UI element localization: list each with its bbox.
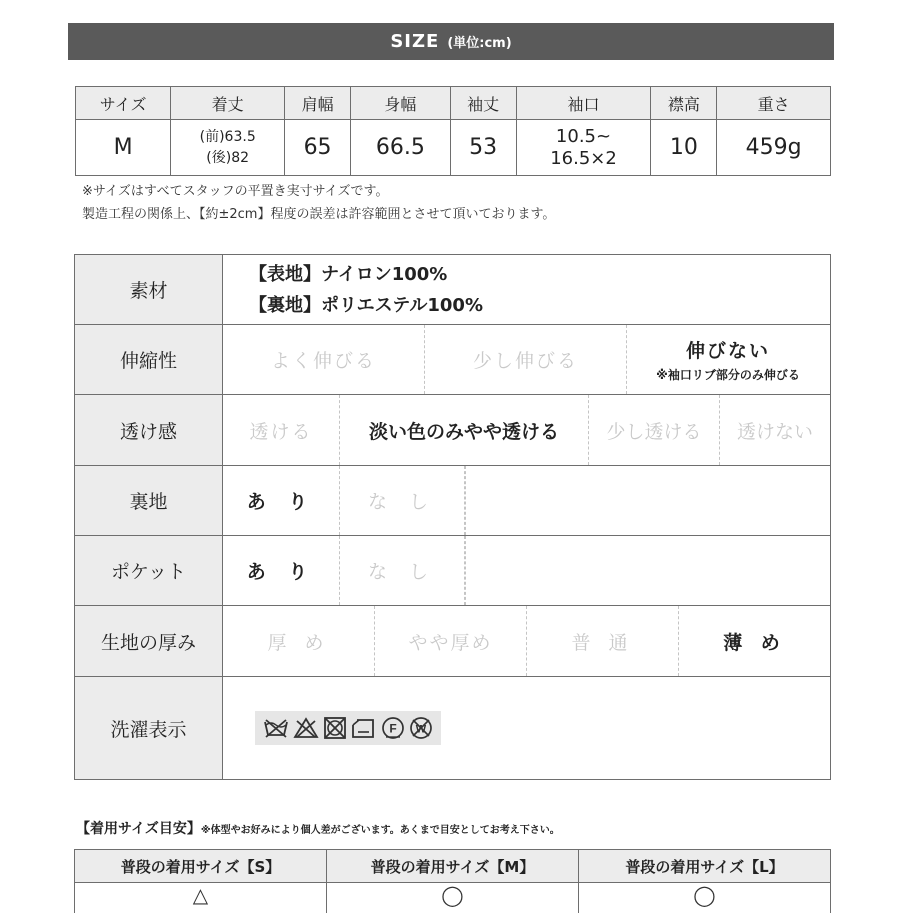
thickness-option-thin: 薄 め bbox=[679, 606, 830, 676]
header-sleeve: 袖丈 bbox=[450, 87, 516, 120]
pocket-option-yes: あ り bbox=[223, 536, 340, 605]
fit-guide-table bbox=[74, 849, 831, 913]
fit-header-row bbox=[75, 850, 831, 883]
fit-guide-note: ※体型やお好みにより個人差がございます。あくまで目安としてお考え下さい。 bbox=[201, 825, 560, 836]
stretch-option-high: よく伸びる bbox=[223, 325, 425, 394]
no-bleach-icon bbox=[293, 717, 319, 739]
row-stretch bbox=[75, 325, 831, 395]
care-symbols bbox=[255, 711, 441, 745]
material-lining: 【裏地】ポリエステル100% bbox=[249, 290, 830, 321]
banner-title: SIZE bbox=[390, 31, 439, 52]
fit-header-m: 普段の着用サイズ【M】 bbox=[327, 850, 579, 883]
sheer-option-slight: 少し透ける bbox=[589, 395, 720, 465]
sheer-option-none: 透けない bbox=[720, 395, 830, 465]
fit-guide-title bbox=[76, 818, 560, 838]
sheer-option-see-through: 透ける bbox=[223, 395, 340, 465]
cell-size: M bbox=[76, 120, 171, 176]
cuff-line-2: 16.5×2 bbox=[517, 148, 651, 170]
material-outer: 【表地】ナイロン100% bbox=[249, 259, 830, 290]
header-weight: 重さ bbox=[717, 87, 831, 120]
fit-header-s: 普段の着用サイズ【S】 bbox=[75, 850, 327, 883]
label-thickness: 生地の厚み bbox=[75, 606, 223, 677]
header-cuff: 袖口 bbox=[516, 87, 651, 120]
dry-clean-f-icon bbox=[381, 716, 405, 740]
fit-mark-l: ◯ bbox=[579, 883, 831, 913]
label-care: 洗濯表示 bbox=[75, 677, 223, 780]
row-sheer bbox=[75, 395, 831, 466]
note-line-2: 製造工程の関係上、【約±2cm】程度の誤差は許容範囲とさせて頂いております。 bbox=[82, 203, 555, 226]
label-pocket: ポケット bbox=[75, 536, 223, 606]
row-thickness bbox=[75, 606, 831, 677]
row-lining bbox=[75, 466, 831, 536]
lining-empty-cell bbox=[465, 466, 830, 535]
fit-mark-m: ◯ bbox=[327, 883, 579, 913]
row-material bbox=[75, 255, 831, 325]
length-front: (前)63.5 bbox=[171, 127, 284, 148]
cell-cuff bbox=[516, 120, 651, 176]
cuff-line-1: 10.5~ bbox=[517, 126, 651, 148]
label-material: 素材 bbox=[75, 255, 223, 325]
header-size: サイズ bbox=[76, 87, 171, 120]
row-care bbox=[75, 677, 831, 780]
cell-length bbox=[171, 120, 285, 176]
cell-collar: 10 bbox=[651, 120, 717, 176]
pocket-options bbox=[223, 536, 831, 606]
sheer-options bbox=[223, 395, 831, 466]
lining-options bbox=[223, 466, 831, 536]
size-row-m bbox=[76, 120, 831, 176]
length-back: (後)82 bbox=[171, 148, 284, 169]
thickness-option-slightly-thick: やや厚め bbox=[375, 606, 527, 676]
property-table bbox=[74, 254, 831, 780]
cell-sleeve: 53 bbox=[450, 120, 516, 176]
stretch-selected-label: 伸びない bbox=[686, 336, 770, 363]
no-wash-icon bbox=[263, 717, 289, 739]
pocket-empty-cell bbox=[465, 536, 830, 605]
no-tumble-dry-icon bbox=[323, 717, 347, 739]
label-stretch: 伸縮性 bbox=[75, 325, 223, 395]
cell-weight: 459g bbox=[717, 120, 831, 176]
thickness-option-thick: 厚 め bbox=[223, 606, 375, 676]
fit-header-l: 普段の着用サイズ【L】 bbox=[579, 850, 831, 883]
cell-shoulder: 65 bbox=[285, 120, 351, 176]
row-pocket bbox=[75, 536, 831, 606]
header-shoulder: 肩幅 bbox=[285, 87, 351, 120]
sheer-option-light-colors: 淡い色のみやや透ける bbox=[340, 395, 589, 465]
fit-mark-row bbox=[75, 883, 831, 913]
fit-guide-heading: 【着用サイズ目安】 bbox=[76, 821, 201, 837]
care-cell bbox=[223, 677, 831, 780]
line-dry-shade-icon bbox=[351, 717, 377, 739]
label-sheer: 透け感 bbox=[75, 395, 223, 466]
lining-option-no: な し bbox=[340, 466, 465, 535]
stretch-note: ※袖口リブ部分のみ伸びる bbox=[656, 366, 800, 383]
size-table bbox=[75, 86, 831, 176]
size-notes bbox=[82, 180, 555, 226]
cell-width: 66.5 bbox=[351, 120, 451, 176]
header-length: 着丈 bbox=[171, 87, 285, 120]
stretch-options bbox=[223, 325, 831, 395]
stretch-option-some: 少し伸びる bbox=[425, 325, 627, 394]
label-lining: 裏地 bbox=[75, 466, 223, 536]
lining-option-yes: あ り bbox=[223, 466, 340, 535]
fit-mark-s: △ bbox=[75, 883, 327, 913]
thickness-option-normal: 普 通 bbox=[527, 606, 679, 676]
svg-text:W: W bbox=[416, 724, 427, 736]
header-collar: 襟高 bbox=[651, 87, 717, 120]
size-banner bbox=[68, 23, 834, 60]
note-line-1: ※サイズはすべてスタッフの平置き実寸サイズです。 bbox=[82, 180, 555, 203]
no-wet-clean-icon bbox=[409, 716, 433, 740]
size-header-row bbox=[76, 87, 831, 120]
pocket-option-no: な し bbox=[340, 536, 465, 605]
banner-unit: (単位:cm) bbox=[447, 32, 511, 51]
header-width: 身幅 bbox=[351, 87, 451, 120]
svg-text:F: F bbox=[389, 722, 396, 736]
material-value bbox=[223, 255, 831, 325]
thickness-options bbox=[223, 606, 831, 677]
stretch-option-none bbox=[627, 325, 829, 394]
